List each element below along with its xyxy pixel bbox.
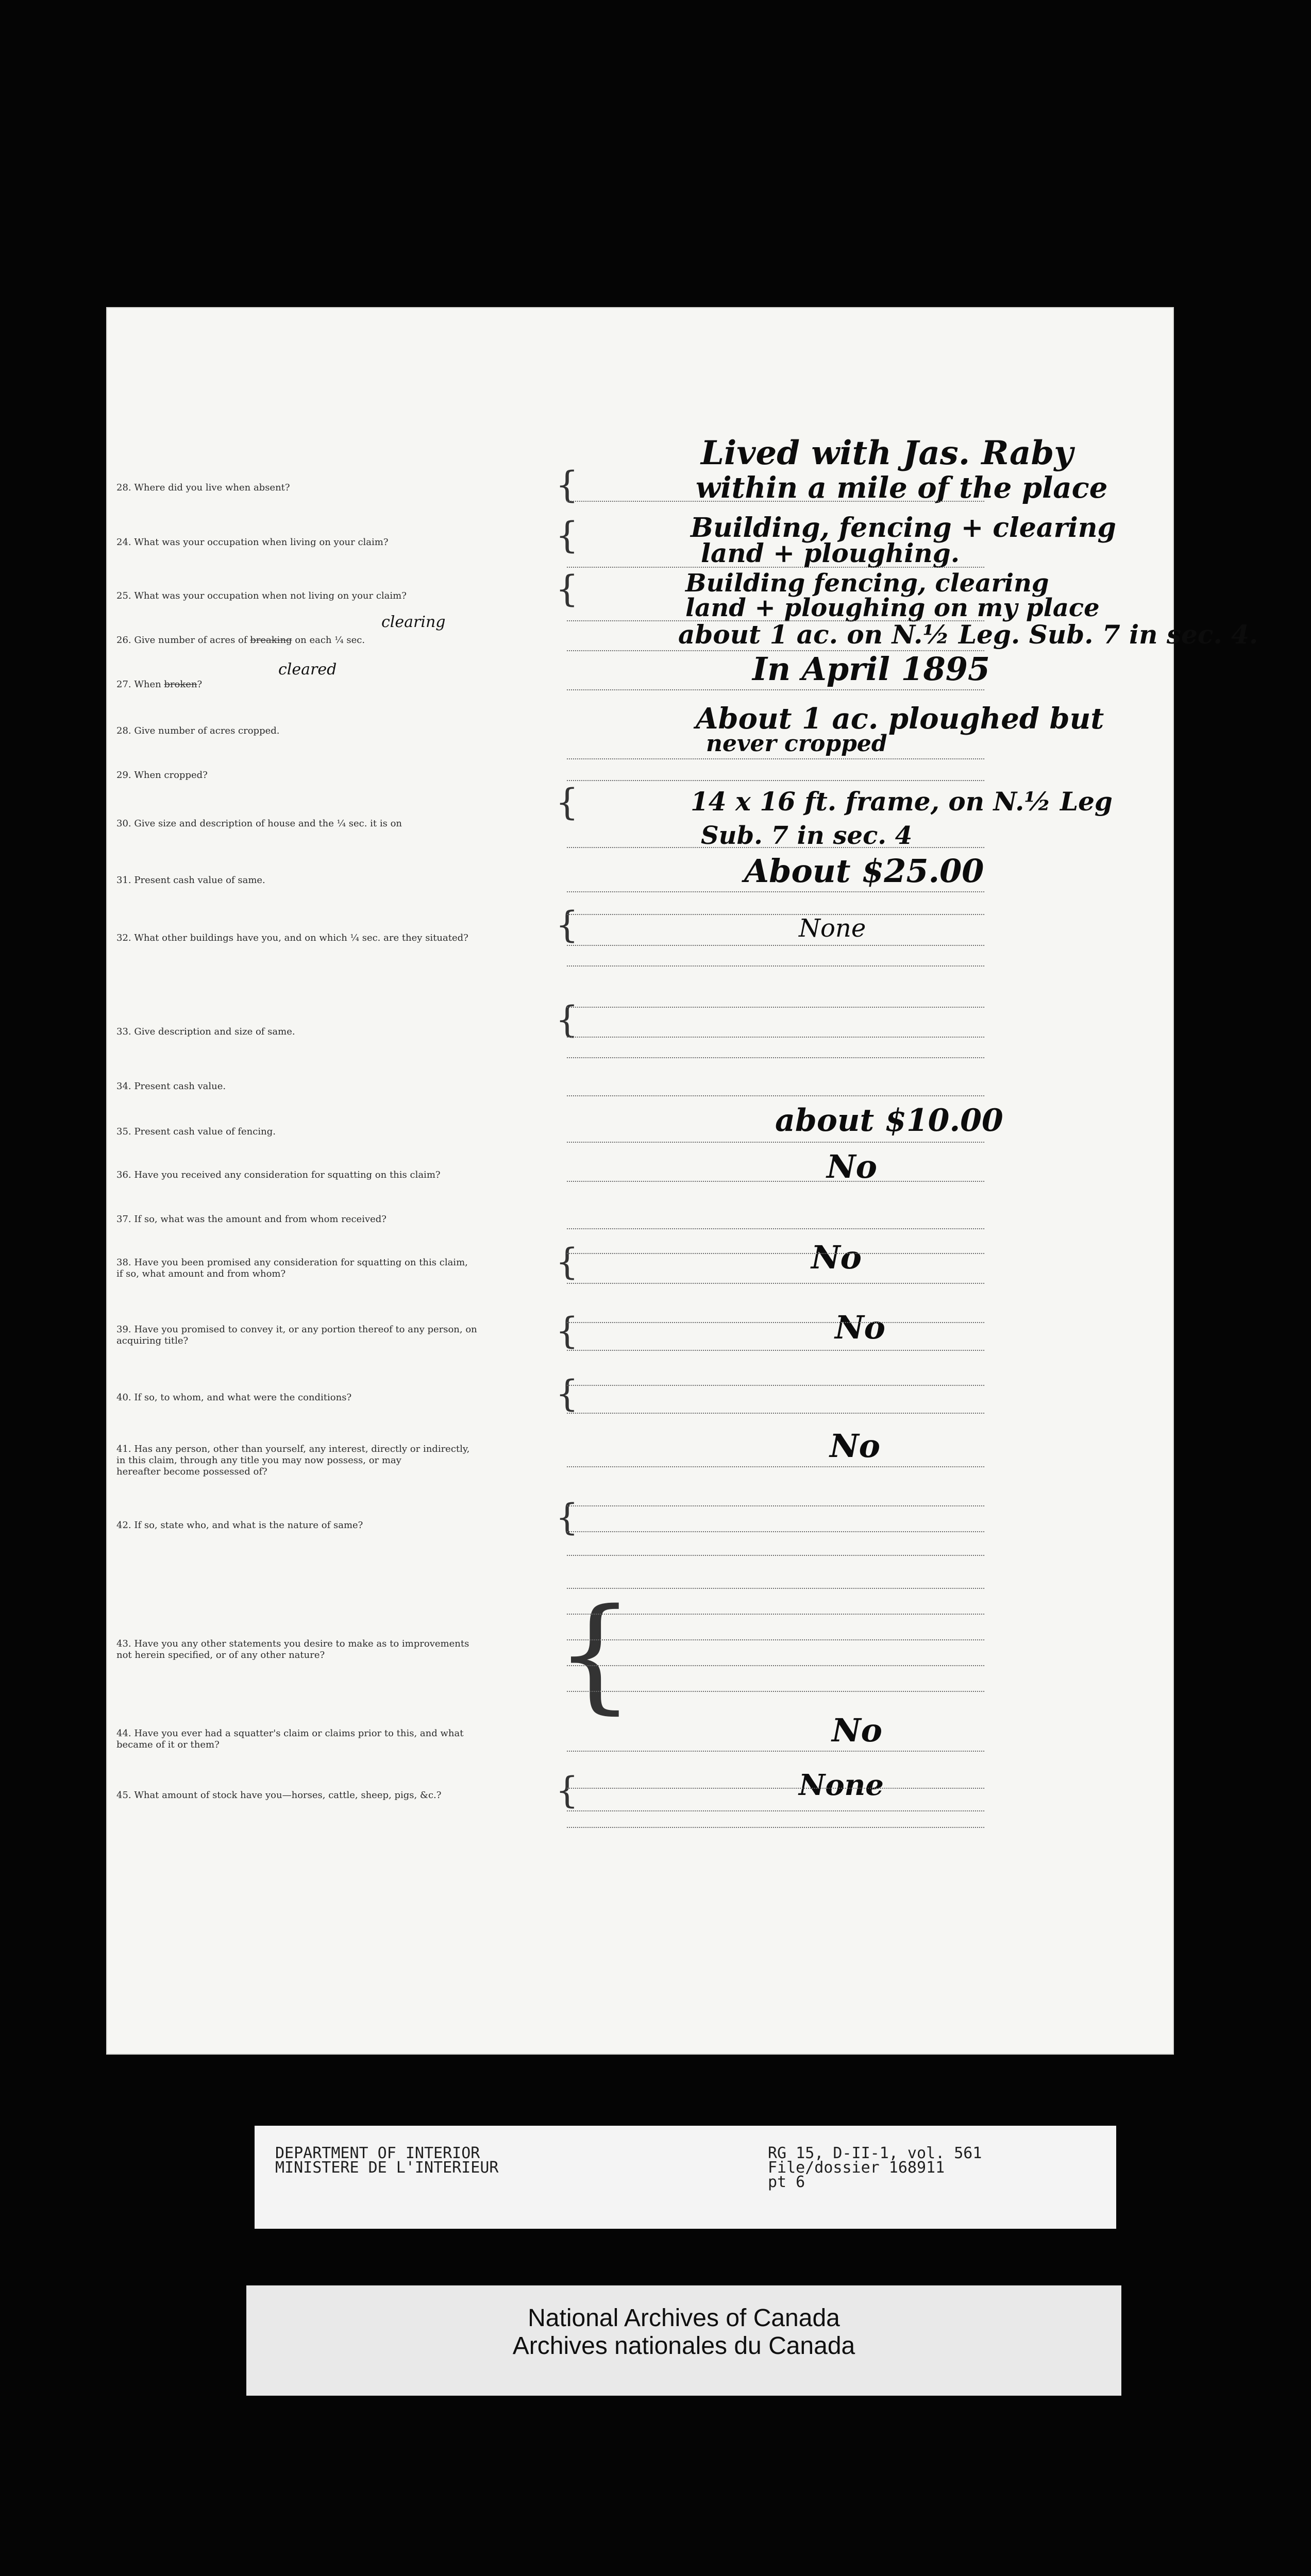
question-occupation-on-claim: 24. What was your occupation when living on your claim? <box>116 537 389 548</box>
question-house-value: 31. Present cash value of same. <box>116 875 265 886</box>
answer-line <box>567 1037 984 1038</box>
answer-line <box>567 945 984 946</box>
answer-where-lived-2: within a mile of the place <box>696 471 1108 505</box>
ref-file: File/dossier 168911 <box>768 2159 945 2177</box>
question-amount-received: 37. If so, what was the amount and from whom received? <box>116 1214 386 1225</box>
inserted-word: clearing <box>381 613 446 631</box>
answer-line <box>567 1095 984 1096</box>
question-description: 33. Give description and size of same. <box>116 1026 295 1037</box>
answer-house-value: About $25.00 <box>744 852 984 890</box>
question-when: 27. When broken? <box>116 679 203 690</box>
answer-line <box>567 1751 984 1752</box>
answer-line <box>567 758 984 759</box>
question-promised-consideration: 38. Have you been promised any consideration for squatting on this claim, if so, what amount and from whom? <box>116 1257 468 1279</box>
question-other-statements: 43. Have you any other statements you desire to make as to improvements not herein specified, or of any other nature? <box>116 1638 469 1660</box>
answer-line <box>567 1639 984 1640</box>
answer-line <box>567 1691 984 1692</box>
answer-line <box>567 1827 984 1828</box>
answer-stock: None <box>799 1768 884 1802</box>
answer-other-interest: No <box>830 1427 881 1465</box>
question-consideration: 36. Have you received any consideration for squatting on this claim? <box>116 1170 441 1180</box>
archive-stamp <box>246 2285 1121 2396</box>
answer-where-lived-1: Lived with Jas. Raby <box>701 434 1073 472</box>
answer-line <box>567 567 984 568</box>
answer-line <box>567 1283 984 1284</box>
brace: { <box>556 514 579 556</box>
question-cash-value: 34. Present cash value. <box>116 1081 226 1092</box>
ref-volume: RG 15, D-II-1, vol. 561 <box>768 2144 982 2162</box>
answer-line <box>567 1181 984 1182</box>
answer-promised-consideration: No <box>811 1239 862 1276</box>
question-where-lived: 28. Where did you live when absent? <box>116 482 290 493</box>
brace: { <box>556 1310 579 1352</box>
answer-line <box>567 780 984 781</box>
brace: { <box>556 1496 579 1538</box>
brace: { <box>556 1372 579 1415</box>
answer-line <box>567 1350 984 1351</box>
dept-fr: MINISTERE DE L'INTERIEUR <box>275 2159 499 2177</box>
question-nature: 42. If so, state who, and what is the nature of same? <box>116 1520 363 1531</box>
answer-line <box>567 1810 984 1811</box>
answer-line <box>567 965 984 967</box>
answer-occupation-off-2: land + ploughing on my place <box>685 594 1100 622</box>
answer-line <box>567 1057 984 1058</box>
ref-part: pt 6 <box>768 2173 805 2191</box>
answer-occupation-on-1: Building, fencing + clearing <box>691 512 1116 544</box>
answer-line <box>567 1588 984 1589</box>
brace: { <box>556 464 579 506</box>
answer-line <box>567 1665 984 1666</box>
question-when-cropped: 29. When cropped? <box>116 770 208 781</box>
answer-promised-convey: No <box>835 1309 886 1346</box>
answer-house-1: 14 x 16 ft. frame, on N.½ Leg <box>691 786 1113 817</box>
answer-acres: about 1 ac. on N.½ Leg. Sub. 7 in sec. 4. <box>678 619 1258 650</box>
answer-line <box>567 847 984 848</box>
answer-line <box>567 1142 984 1143</box>
brace: { <box>556 568 579 610</box>
question-acres: 26. Give number of acres of breaking on each ¼ sec. <box>116 635 365 646</box>
answer-consideration: No <box>827 1148 878 1185</box>
answer-occupation-off-1: Building fencing, clearing <box>685 569 1049 598</box>
question-occupation-off-claim: 25. What was your occupation when not living on your claim? <box>116 590 407 601</box>
answer-line <box>567 891 984 892</box>
answer-line <box>567 1505 984 1506</box>
answer-line <box>567 1466 984 1467</box>
brace: { <box>556 1582 634 1726</box>
answer-line <box>567 501 984 502</box>
answer-line <box>567 1413 984 1414</box>
question-promised-convey: 39. Have you promised to convey it, or any portion thereof to any person, on acquiring title? <box>116 1324 477 1346</box>
answer-line <box>567 1322 984 1323</box>
question-house: 30. Give size and description of house and the ¼ sec. it is on <box>116 818 402 829</box>
struck-word: breaking <box>250 635 292 646</box>
brace: { <box>556 781 579 823</box>
answer-when: In April 1895 <box>752 650 990 688</box>
brace: { <box>556 1241 579 1283</box>
struck-word: broken <box>164 679 197 690</box>
question-other-interest: 41. Has any person, other than yourself, any interest, directly or indirectly, in this claim, through any title you may now possess, or may hereafter become possessed of? <box>116 1444 470 1477</box>
brace: { <box>556 904 579 946</box>
answer-acres-cropped-2: never cropped <box>706 731 887 757</box>
answer-house-2: Sub. 7 in sec. 4 <box>701 821 913 850</box>
answer-line <box>567 1614 984 1615</box>
brace: { <box>556 1769 579 1811</box>
answer-line <box>567 1385 984 1386</box>
answer-line <box>567 689 984 690</box>
archive-reference-label <box>255 2126 1116 2229</box>
inserted-word: cleared <box>278 660 337 679</box>
archive-name-fr: Archives nationales du Canada <box>512 2332 855 2360</box>
answer-line <box>567 1253 984 1254</box>
answer-line <box>567 1531 984 1532</box>
dept-en: DEPARTMENT OF INTERIOR <box>275 2144 480 2162</box>
question-prior-claims: 44. Have you ever had a squatter's claim or claims prior to this, and what became of it or them? <box>116 1728 464 1750</box>
answer-line <box>567 1007 984 1008</box>
answer-prior-claims: No <box>832 1711 883 1749</box>
answer-acres-cropped-1: About 1 ac. ploughed but <box>696 702 1104 736</box>
answer-line <box>567 1788 984 1789</box>
archive-name-en: National Archives of Canada <box>528 2304 840 2332</box>
brace: { <box>556 998 579 1041</box>
question-other-buildings: 32. What other buildings have you, and on which ¼ sec. are they situated? <box>116 933 468 943</box>
question-stock: 45. What amount of stock have you—horses, cattle, sheep, pigs, &c.? <box>116 1790 442 1801</box>
question-conditions: 40. If so, to whom, and what were the conditions? <box>116 1392 352 1403</box>
answer-line <box>567 1555 984 1556</box>
question-acres-cropped: 28. Give number of acres cropped. <box>116 725 280 736</box>
question-fencing-value: 35. Present cash value of fencing. <box>116 1126 276 1137</box>
answer-other-buildings: None <box>799 914 866 943</box>
answer-line <box>567 1228 984 1229</box>
answer-line <box>567 914 984 915</box>
answer-fencing-value: about $10.00 <box>775 1103 1003 1139</box>
answer-occupation-on-2: land + ploughing. <box>701 538 960 568</box>
